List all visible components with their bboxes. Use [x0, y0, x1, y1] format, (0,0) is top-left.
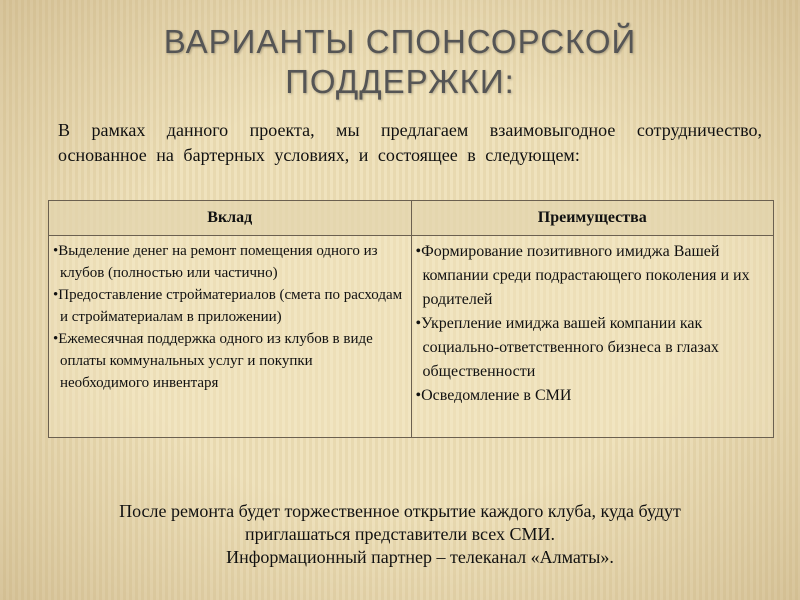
title-line: ВАРИАНТЫ СПОНСОРСКОЙ: [163, 23, 637, 60]
list-item: •Осведомление в СМИ: [415, 387, 572, 404]
contribution-cell: [49, 236, 412, 438]
title-line: ПОДДЕРЖКИ:: [285, 63, 515, 100]
slide-title: [0, 22, 800, 102]
closing-line: Информационный партнер – телеканал «Алматы».: [226, 547, 614, 567]
closing-line: После ремонта будет торжественное открытие каждого клуба, куда будут: [119, 501, 681, 521]
list-item: •Ежемесячная поддержка одного из клубов в виде оплаты коммунальных услуг и покупки необходимого инвентаря: [53, 331, 373, 391]
list-item: •Формирование позитивного имиджа Вашей компании среди подрастающего поколения и их родителей: [415, 243, 750, 308]
table-row: [49, 236, 774, 438]
list-item: •Выделение денег на ремонт помещения одного из клубов (полностью или частично): [53, 243, 378, 281]
benefits-cell: [411, 236, 774, 438]
header-contribution: Вклад: [49, 201, 412, 236]
closing-line: приглашаться представители всех СМИ.: [244, 524, 555, 544]
list-item: •Предоставление стройматериалов (смета по расходам и стройматериалам в приложении): [53, 287, 403, 325]
sponsorship-table: [48, 200, 774, 438]
table-header-row: [49, 201, 774, 236]
list-item: •Укрепление имиджа вашей компании как социально-ответственного бизнеса в глазах общественности: [415, 315, 719, 380]
closing-text: [0, 500, 800, 569]
header-benefits: Преимущества: [411, 201, 774, 236]
intro-text: В рамках данного проекта, мы предлагаем взаимовыгодное сотрудничество, основанное на бартерных условиях, и состоящее в следующем:: [58, 120, 762, 165]
